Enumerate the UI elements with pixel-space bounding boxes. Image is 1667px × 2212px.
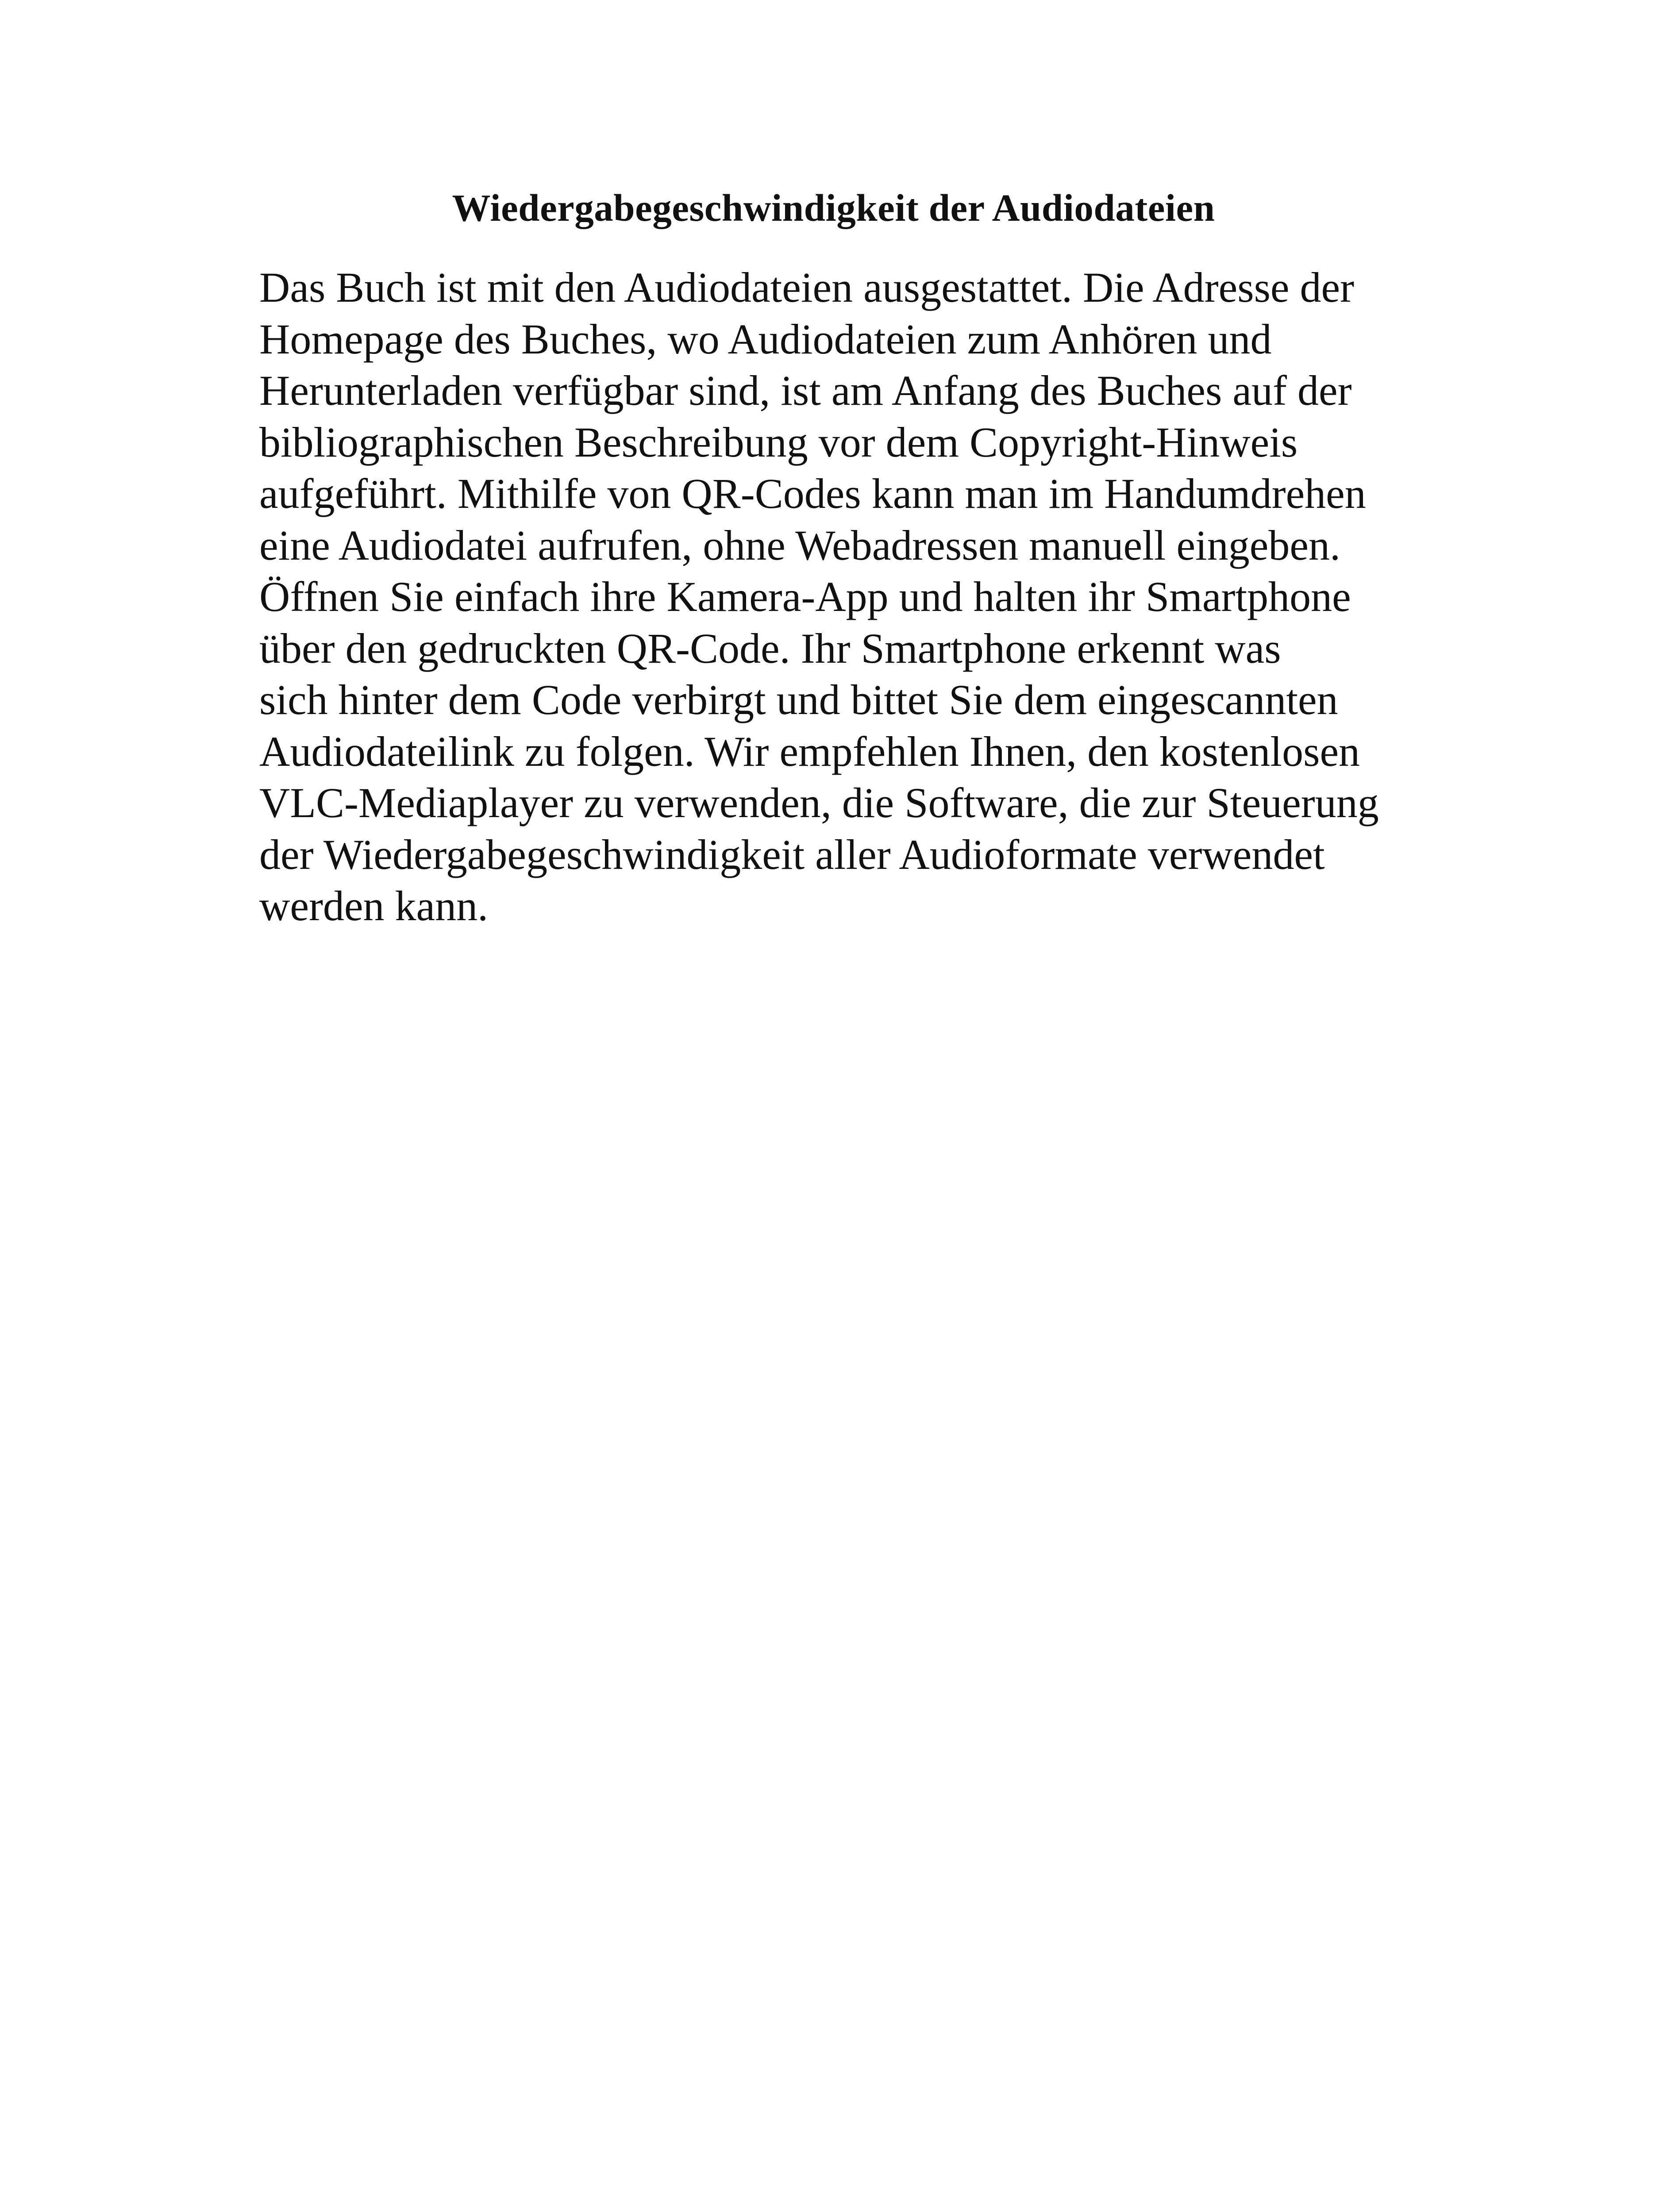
paragraph-line: Audiodateilink zu folgen. Wir empfehlen Ihnen, den kostenlosen [259,727,1360,775]
paragraph-line: bibliographischen Beschreibung vor dem Copyright-Hinweis [259,418,1298,466]
paragraph-line: werden kann. [259,882,489,929]
section-heading: Wiedergabegeschwindigkeit der Audiodateien [452,186,1215,229]
paragraph-line: Homepage des Buches, wo Audiodateien zum Anhören und [259,315,1272,363]
paragraph-line: der Wiedergabegeschwindigkeit aller Audioformate verwendet [259,830,1325,878]
paragraph-line: VLC-Mediaplayer zu verwenden, die Software, die zur Steuerung [259,779,1379,826]
paragraph-line: Herunterladen verfügbar sind, ist am Anfang des Buches auf der [259,367,1352,414]
paragraph-line: Öffnen Sie einfach ihre Kamera-App und halten ihr Smartphone [259,573,1351,620]
paragraph-line: Das Buch ist mit den Audiodateien ausgestattet. Die Adresse der [259,264,1355,311]
paragraph-line: eine Audiodatei aufrufen, ohne Webadressen manuell eingeben. [259,521,1340,569]
paragraph-line: sich hinter dem Code verbirgt und bittet Sie dem eingescannten [259,676,1338,723]
body-paragraph [259,262,1463,932]
paragraph-line: über den gedruckten QR-Code. Ihr Smartphone erkennt was [259,624,1281,672]
paragraph-line: aufgeführt. Mithilfe von QR-Codes kann man im Handumdrehen [259,470,1366,517]
